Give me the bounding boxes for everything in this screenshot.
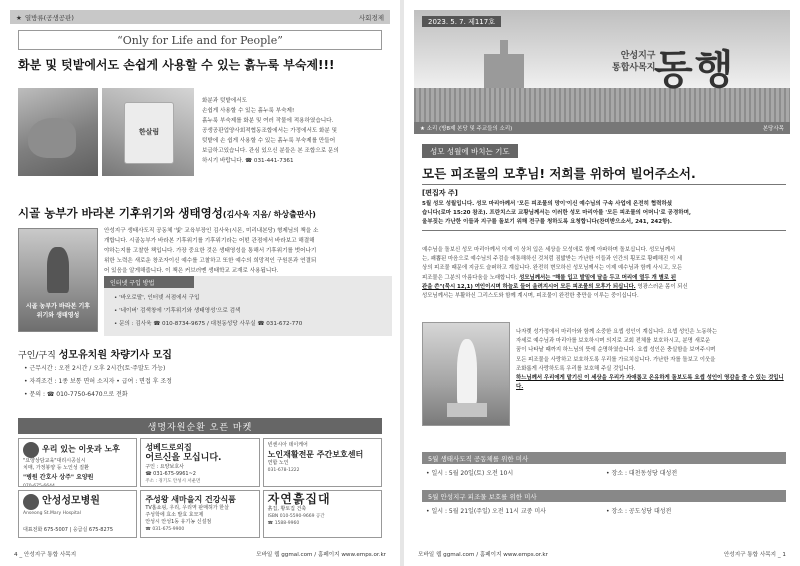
text-line: • 문의 : ☎ 010-7750-6470으로 전화 — [24, 391, 128, 398]
masthead-subtitle: 안성지구 통합사목지 — [612, 51, 656, 73]
mass-band-1: 5월 생태사도직 공동체를 위한 미사 — [422, 452, 786, 464]
text-line: 어 있음을 알게해줍니다. 이 책은 커브러멘 생태학교 교재로 사용됩니다. — [104, 268, 279, 274]
right-page — [404, 0, 800, 566]
ad-line: ☎ 1588-9960 — [267, 520, 300, 526]
article-title-fertilizer: 화분 및 텃밭에서도 손쉽게 사용할 수 있는 흙누룩 부숙제!!! — [18, 58, 335, 72]
text-line: 손쉽게 사용할 수 있는 흙누룩 부숙제! — [202, 108, 295, 114]
text-line: 울부짖는 가난한 이들과 지구를 돌보기 위해 전구를 청하도록 요청합니다(찬미받으소서, 241, 242항). — [422, 219, 672, 225]
ad-health-food — [140, 490, 259, 539]
text-line: 모든 피조물을 사랑하고 보호하도록 우리를 가르치십니다. 가난한 자를 돌보고 이웃을 — [516, 356, 716, 363]
highlight-line: 하느님께서 우리에게 맡기신 이 세상을 우리가 자애롭고 온유하게 돌보도록 요셉 성인이 영감을 줄 수 있는 것입니다. — [516, 375, 784, 391]
ad-heading: 우리 있는 이웃과 노후 — [42, 444, 120, 454]
ad-line: 어르신을 모십니다. — [145, 453, 222, 463]
left-footer-page: 4 _ 안성지구 통합 사목지 — [14, 552, 77, 558]
ad-line: "병원 간호사 상주" 요양원 — [23, 474, 94, 481]
text-line: 습니다(로마 15:20 참조). 프란치스코 교황님께서는 이러한 성모 마리아를 '모든 피조물의 어머니'로 공경하며, — [422, 210, 691, 216]
text-line: 영광스러운 몸이 되신 — [637, 283, 688, 290]
text-line: 나자렛 성가정에서 마리아와 함께 소중한 요셉 성인이 계십니다. 요셉 성인은 노동하는 — [516, 329, 718, 335]
ad-line: 070-675-6644 — [23, 484, 55, 487]
ads-grid — [18, 438, 382, 538]
editor-note-body — [422, 200, 786, 227]
ad-line: ISBN 010-5590-9669 공간 — [267, 513, 325, 519]
text-line: 하시기 바랍니다. ☎ 031-441-7361 — [202, 158, 294, 164]
book-cover — [18, 228, 98, 332]
ad-heading: 주성왕 새마을지 건강식품 — [145, 494, 236, 504]
masthead-bar — [414, 122, 790, 134]
right-footer-web: 모바일 웹 ggmal.com / 홈페이지 www.emps.or.kr — [418, 552, 548, 558]
ad-heading: 노인재활전문 주간보호센터 — [267, 450, 364, 459]
text-line: 흙누룩 부숙제를 화분 및 여러 작물에 적용하였습니다. — [202, 118, 334, 124]
ad-line: TV홈쇼핑, 우리, 우리역 판매허가 한살 — [145, 504, 229, 511]
ad-heading: 성베드로의집 — [145, 443, 192, 452]
ad-line: ☎ 031-675-9961~2 — [145, 471, 196, 477]
job-ad-title — [18, 346, 172, 361]
ad-line: 구인 : 요양보호사 — [145, 464, 185, 470]
star-icon: ★ — [420, 126, 427, 132]
ad-line: ☎ 031-675-9900 — [145, 526, 185, 532]
statue-figure — [457, 339, 477, 405]
text-line: 야하는지를 고찰한 책입니다. 가장 중요한 것은 생태영성을 통해서 기후위기를 벗어나기 — [104, 248, 317, 254]
ad-line: 주소 : 경기도 안성시 서운면 — [145, 479, 201, 484]
masthead-title: 동행 — [654, 46, 736, 93]
mass-2-time: • 일시 : 5월 21일(주일) 오전 11시 교중 미사 — [426, 508, 546, 515]
masthead — [414, 10, 790, 122]
mass-1-place: • 장소 : 대천동성당 대성전 — [606, 470, 678, 477]
mass-band-2: 5월 안성지구 피조물 보호를 위한 미사 — [422, 490, 786, 502]
masthead-bar-right: 본당사목 — [762, 126, 784, 132]
right-footer-page: 안성지구 통합 사목지 _ 1 — [723, 552, 786, 558]
motto-box — [18, 30, 382, 50]
ad-line: 연합 노인 — [267, 460, 289, 466]
ad-heading: 안성성모병원 — [42, 495, 100, 506]
fertilizer-photo-hands — [18, 88, 98, 176]
book-article-title: 시골 농부가 바라본 기후위기와 생태영성 — [18, 206, 223, 220]
book-author: (김사욱 지음/ 하상출판사) — [222, 210, 316, 219]
tree-illustration — [47, 247, 69, 293]
text-line: 보급하고있습니다. 관심 있으신 분들은 본 조합으로 문의 — [202, 148, 339, 154]
ad-line: 흙집, 황토집 건축 — [267, 505, 307, 512]
divider — [422, 184, 786, 185]
book-cover-title: 시골 농부가 바라본 기후위기와 생태영성 — [25, 303, 91, 319]
ad-heading: 자연흙집대 — [267, 491, 331, 506]
info-line: • 문의 : 김사욱 ☎ 010-8734-9675 / 대천동성당 사무실 ☎ 031-672-770 — [114, 321, 303, 327]
text-line: • 근무시간 : 오전 2시간 / 오후 2시간(토·주말도 가능) — [24, 365, 166, 372]
highlight-line: 관을 쓴"(묵시 12,1) 여인이시며 하늘로 들어 올려지시어 모든 피조물의 모후가 되십니다. — [422, 283, 636, 290]
text-line: 개합니다. 시골농부가 바라본 기후위기를 기후위기라는 어떤 관점에서 바라보고 해결해 — [104, 238, 315, 244]
fertilizer-photo-bag — [102, 88, 194, 176]
mass-1-time: • 일시 : 5월 20일(토) 오전 10시 — [426, 470, 514, 477]
fertilizer-body — [202, 96, 388, 166]
market-title-band: 생명자원순환 오픈 마켓 — [18, 418, 382, 434]
right-footer — [418, 550, 786, 558]
ad-line: 주성학에 효소 발효 효모제 — [145, 511, 204, 518]
ad-line: 빈센시아 데이케어 — [267, 442, 308, 448]
church-logo-icon — [23, 442, 39, 458]
left-header-title: 열방류(공생공판) — [24, 13, 74, 22]
highlight-line: 성모님께서는 "해를 입고 발밑에 달을 두고 머리에 열두 개 별로 된 — [519, 274, 677, 281]
masthead-bar-left: 소리 (방8제 본당 및 주교들의 소리) — [426, 126, 513, 132]
text-line: 조화롭게 사랑하도록 우리를 보호해 주실 것입니다. — [516, 365, 636, 372]
hospital-logo-icon — [23, 494, 39, 510]
text-line: 안성지구 생태사도직 공동체 '빛' 교육부장인 김사욱(시몬, 미리내본당) 형제님의 책을 소 — [104, 228, 319, 234]
prayer-title: 모든 피조물의 모후님! 저희를 위하여 빌어주소서. — [422, 166, 696, 181]
text-line: • 자격조건 : 1종 보통 면허 소지자 • 급여 : 면접 후 조정 — [24, 378, 172, 385]
purchase-info-box — [104, 276, 392, 336]
ad-line: 치매, 가정봉양 등 노인성 질환 — [23, 465, 89, 471]
info-line: • '바오로딸', 인터넷 서점에서 구입 — [114, 295, 200, 301]
job-ad-prefix: 구인/구직 — [18, 351, 56, 361]
statue-base — [447, 403, 487, 417]
divider — [422, 230, 786, 231]
prayer-body-2 — [516, 328, 786, 392]
bag-label: 한살림 — [138, 128, 160, 136]
job-ad-body — [24, 362, 384, 401]
text-line: 화분과 텃밭에서도 — [202, 98, 248, 104]
text-line: 예수님을 돌보신 성모 마리아께서 이제 이 상처 입은 세상을 모성애로 함께 아파하며 돌보십니다. 성모님께서 — [422, 247, 676, 253]
hand-shape — [28, 118, 76, 158]
ad-natural-house — [263, 490, 382, 539]
purchase-info-title: 인터넷 구입 방법 — [104, 276, 194, 288]
text-line: 5월 성모 성월입니다. 성모 마리아께서 '모든 피조물의 망이'이신 예수님의 구속 사업에 온전히 협력하셨 — [422, 201, 673, 207]
mary-statue-photo — [422, 322, 510, 426]
ad-nursing-home — [18, 438, 137, 487]
issue-date: 2023. 5. 7. 제117호 — [422, 16, 501, 27]
mass-1-details — [426, 468, 786, 477]
left-header-section: 사회경제 — [358, 13, 384, 22]
editor-note-label: [편집자 주] — [422, 189, 458, 197]
info-line: • '네이버' 검색창에 '기후위기와 생태영성'으로 검색 — [114, 308, 241, 314]
left-footer-web: 모바일 웹 ggmal.com / 홈페이지 www.emps.or.kr — [256, 552, 386, 558]
section-tag: 성모 성월에 바치는 기도 — [422, 144, 518, 158]
text-line: 위한 노력은 새로운 창조자이신 예수를 고찰하고 또한 예수의 희망적인 구원론과 연결되 — [104, 258, 317, 264]
left-header — [10, 10, 390, 24]
motto-text: “Only for Life and for People” — [117, 33, 283, 47]
text-line: 는, 괘뽑된 마음으로 예수님의 주검을 애통해하신 것처럼 짐밟받는 가난한 이들과 인간의 횡포로 황폐해진 이 세 — [422, 256, 683, 263]
fertilizer-bag — [124, 102, 174, 164]
ad-line: Anseong St.Mary Hospital — [23, 510, 81, 516]
book-body — [104, 226, 392, 276]
star-icon: ★ — [16, 13, 22, 22]
text-line: 꿈이 나타날 때까지 하느님의 뜻에 순명하였습니다. 요셉 성인은 충실함을 보여주시며 — [516, 347, 716, 354]
text-line: 텃밭에 손 쉽게 사용할 수 있는 흙누룩 부숙제를 만들어 — [202, 138, 336, 144]
ad-line: 대표전화 675-5007 | 응급실 675-8275 — [23, 526, 113, 533]
mass-2-place: • 장소 : 공도성당 대성전 — [606, 508, 672, 515]
ad-day-care — [263, 438, 382, 487]
mass-2-details — [426, 506, 786, 515]
text-line: 자세로 예수님과 마리아를 보호하시며 의지로 교회 전체를 보호하시고, 분명 새로운 — [516, 338, 711, 345]
ad-st-peter-house — [140, 438, 259, 487]
text-line: 상의 피조물 때문에 지금도 슬퍼하고 계십니다. 완전히 변모하신 성모님께서는 이제 예수님과 함께 사시고, 모든 — [422, 265, 683, 272]
ad-line: 안성시 안성1동 유기농 신설점 — [145, 518, 212, 525]
text-line: 성모님께서는 부활하신 그리스도와 함께 계시며, 피조물이 완전한 충만을 이루는 중이십니다. — [422, 293, 639, 300]
prayer-body-1 — [422, 246, 786, 301]
ad-line: "요양상담교육"대리시공실시 — [23, 458, 86, 464]
job-ad-main: 성모유치원 차량기사 모집 — [58, 350, 172, 361]
ad-hospital — [18, 490, 137, 539]
article-title-book — [18, 205, 316, 221]
left-footer — [14, 550, 386, 558]
text-line: 공생공판업양사회적협동조합에서는 가정에서도 화분 및 — [202, 128, 338, 134]
text-line: 피조물은 그분의 아름다움을 노래합니다. — [422, 274, 518, 281]
ad-line: 031-678-1222 — [267, 468, 300, 473]
